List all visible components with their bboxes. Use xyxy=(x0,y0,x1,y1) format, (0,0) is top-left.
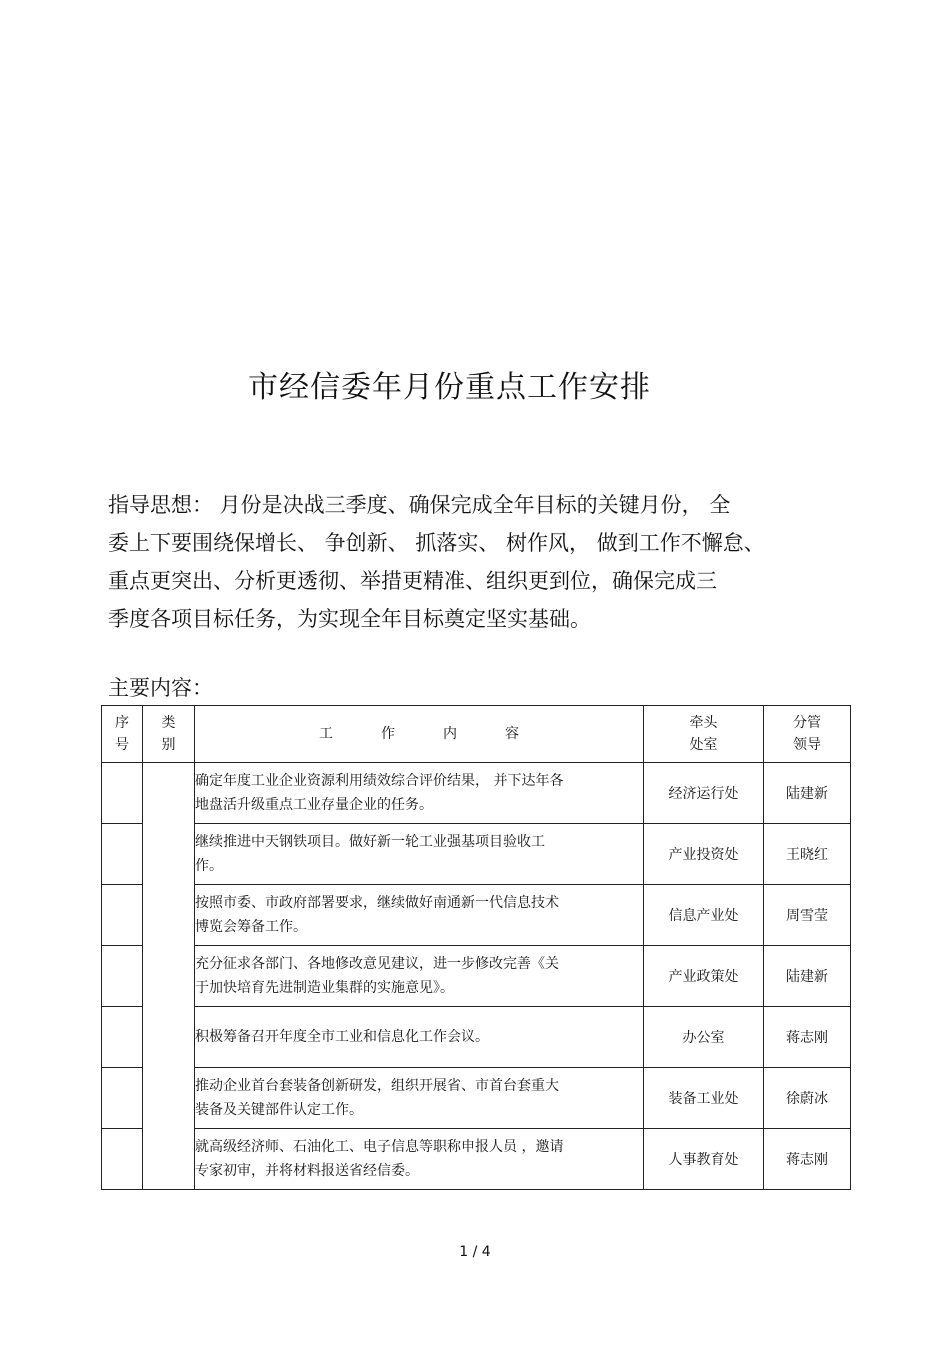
row-content-line: 作。 xyxy=(195,858,223,874)
header-office-line: 处室 xyxy=(689,737,718,753)
row-content-line: 就高级经济师、石油化工、电子信息等职称申报人员 ，邀请 xyxy=(195,1139,564,1155)
row-content-line: 装备及关键部件认定工作。 xyxy=(195,1102,363,1118)
guide-line: 委上下要围绕保增长、 争创新、 抓落实、 树作风， 做到工作不懈怠、 xyxy=(108,531,765,555)
row-office: 经济运行处 xyxy=(644,763,764,824)
row-content xyxy=(195,1068,644,1129)
row-leader: 陆建新 xyxy=(764,763,851,824)
header-category xyxy=(143,706,195,763)
table-row xyxy=(102,885,851,946)
category-cell xyxy=(143,763,195,1190)
guide-line: 重点更突出、分析更透彻、举措更精准、组织更到位，确保完成三 xyxy=(108,569,717,593)
row-content xyxy=(195,824,644,885)
row-content xyxy=(195,1007,644,1068)
row-seq xyxy=(102,1007,143,1068)
row-content-line: 确定年度工业企业资源利用绩效综合评价结果， 并下达年各 xyxy=(195,773,564,789)
row-content-line: 按照市委、市政府部署要求，继续做好南通新一代信息技术 xyxy=(195,895,559,911)
row-seq xyxy=(102,885,143,946)
row-content xyxy=(195,946,644,1007)
work-arrangement-table xyxy=(101,705,851,1190)
row-content-line: 地盘活升级重点工业存量企业的任务。 xyxy=(195,797,433,813)
table-row xyxy=(102,1129,851,1190)
table-row xyxy=(102,763,851,824)
table-header-row xyxy=(102,706,851,763)
row-seq xyxy=(102,946,143,1007)
guiding-thought-paragraph xyxy=(108,486,848,638)
row-seq xyxy=(102,1068,143,1129)
table-row xyxy=(102,1068,851,1129)
row-content-line: 充分征求各部门、各地修改意见建议，进一步修改完善《关 xyxy=(195,956,559,972)
row-office: 信息产业处 xyxy=(644,885,764,946)
row-leader: 徐蔚冰 xyxy=(764,1068,851,1129)
header-leader-line: 分管 xyxy=(793,715,821,731)
header-seq xyxy=(102,706,143,763)
row-content-line: 博览会筹备工作。 xyxy=(195,919,307,935)
row-office: 装备工业处 xyxy=(644,1068,764,1129)
row-leader: 周雪莹 xyxy=(764,885,851,946)
row-content-line: 于加快培育先进制造业集群的实施意见》。 xyxy=(195,980,454,996)
row-office: 产业政策处 xyxy=(644,946,764,1007)
row-leader: 陆建新 xyxy=(764,946,851,1007)
header-leader-line: 领导 xyxy=(793,737,821,753)
row-content-line: 专家初审，并将材料报送省经信委。 xyxy=(195,1163,419,1179)
header-content-char: 容 xyxy=(505,726,519,742)
header-content-char: 作 xyxy=(381,726,395,742)
row-content xyxy=(195,885,644,946)
row-leader: 蒋志刚 xyxy=(764,1007,851,1068)
guide-line: 季度各项目标任务，为实现全年目标奠定坚实基础。 xyxy=(108,607,591,631)
header-content-char: 工 xyxy=(319,726,333,742)
row-seq xyxy=(102,1129,143,1190)
row-office: 办公室 xyxy=(644,1007,764,1068)
row-content-line: 推动企业首台套装备创新研发，组织开展省、市首台套重大 xyxy=(195,1078,559,1094)
row-content xyxy=(195,1129,644,1190)
header-leader xyxy=(764,706,851,763)
table-row xyxy=(102,946,851,1007)
row-seq xyxy=(102,763,143,824)
row-content-line: 继续推进中天钢铁项目。做好新一轮工业强基项目验收工 xyxy=(195,834,545,850)
table-row xyxy=(102,824,851,885)
header-seq-line: 号 xyxy=(115,737,129,753)
row-leader: 蒋志刚 xyxy=(764,1129,851,1190)
row-content xyxy=(195,763,644,824)
page-number: 1 / 4 xyxy=(459,1244,491,1260)
document-title: 市经信委年月份重点工作安排 xyxy=(248,370,651,405)
header-category-line: 别 xyxy=(161,737,176,753)
row-seq xyxy=(102,824,143,885)
row-office: 人事教育处 xyxy=(644,1129,764,1190)
row-office: 产业投资处 xyxy=(644,824,764,885)
header-content-char: 内 xyxy=(443,726,457,742)
header-office-line: 牵头 xyxy=(689,715,718,731)
row-leader: 王晓红 xyxy=(764,824,851,885)
header-category-line: 类 xyxy=(161,715,176,731)
row-content-line: 积极筹备召开年度全市工业和信息化工作会议。 xyxy=(195,1029,489,1045)
table-row xyxy=(102,1007,851,1068)
header-office xyxy=(644,706,764,763)
guide-line: 指导思想： 月份是决战三季度、确保完成全年目标的关键月份， 全 xyxy=(108,493,731,517)
header-content xyxy=(195,706,644,763)
main-content-label: 主要内容： xyxy=(108,676,213,700)
header-seq-line: 序 xyxy=(115,715,129,731)
